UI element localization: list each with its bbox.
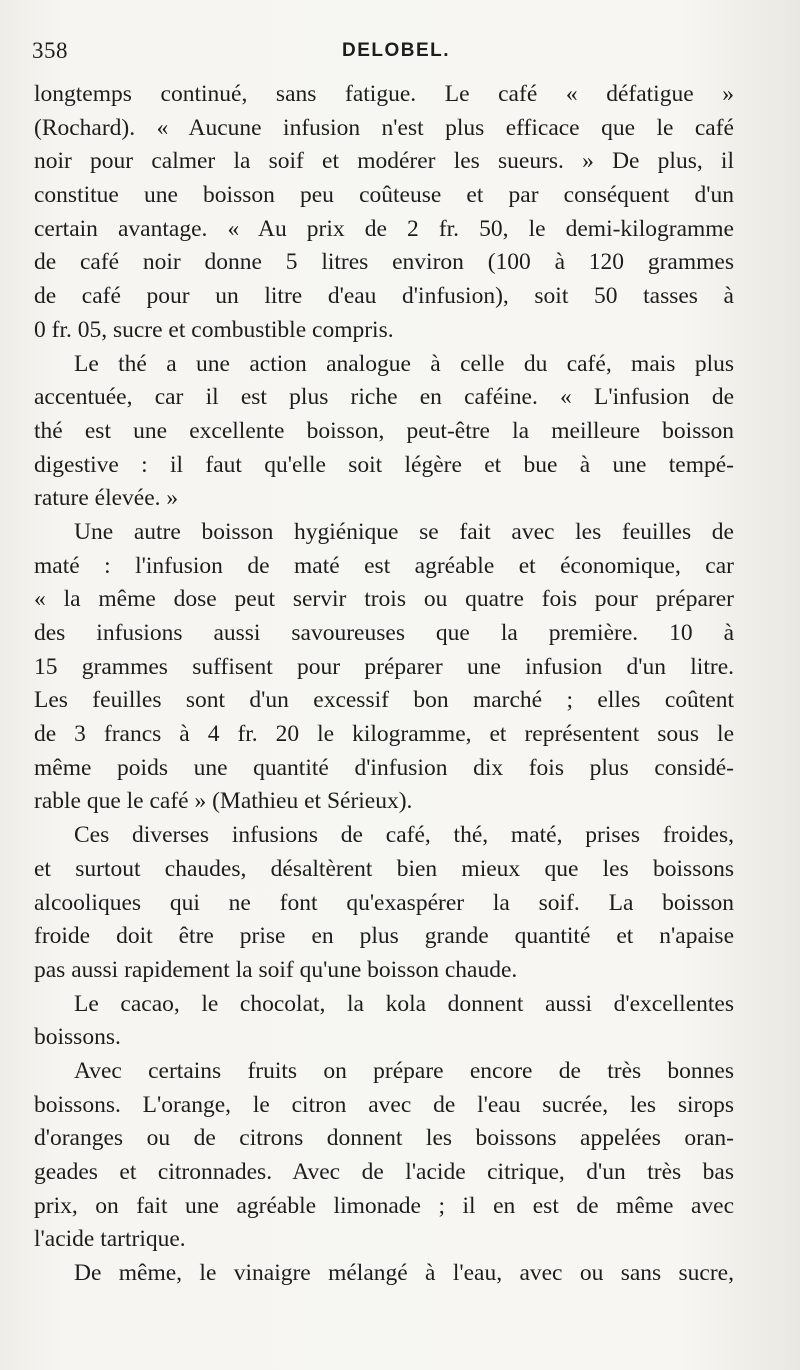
text-line: maté : l'infusion de maté est agréable et économique, car: [34, 552, 734, 579]
text-line: Une autre boisson hygiénique se fait avec les feuilles de: [74, 518, 734, 545]
text-line: noir pour calmer la soif et modérer les sueurs. » De plus, il: [34, 148, 734, 175]
text-line: rable que le café » (Mathieu et Sérieux).: [34, 788, 413, 815]
text-line: de café pour un litre d'eau d'infusion), soit 50 tasses à: [34, 283, 734, 310]
text-line: et surtout chaudes, désaltèrent bien mieux que les boissons: [34, 855, 734, 882]
text-line: rature élevée. »: [34, 485, 179, 512]
text-line: prix, on fait une agréable limonade ; il en est de même avec: [34, 1192, 734, 1219]
text-line: Le cacao, le chocolat, la kola donnent aussi d'excellentes: [74, 990, 734, 1017]
text-line: Le thé a une action analogue à celle du café, mais plus: [74, 350, 734, 377]
text-line: même poids une quantité d'infusion dix fois plus considé-: [34, 754, 734, 781]
text-line: Les feuilles sont d'un excessif bon marché ; elles coûtent: [34, 687, 734, 714]
text-line: de café noir donne 5 litres environ (100 à 120 grammes: [34, 249, 734, 276]
body-text: [34, 78, 734, 1291]
text-line: des infusions aussi savoureuses que la première. 10 à: [34, 620, 734, 646]
text-line: Ces diverses infusions de café, thé, maté, prises froides,: [74, 822, 734, 849]
text-line: alcooliques qui ne font qu'exaspérer la soif. La boisson: [34, 889, 734, 916]
running-head: DELOBEL.: [341, 40, 451, 61]
text-line: boissons.: [34, 1024, 121, 1051]
text-line: « la même dose peut servir trois ou quatre fois pour préparer: [34, 586, 734, 613]
text-line: De même, le vinaigre mélangé à l'eau, avec ou sans sucre,: [74, 1260, 734, 1287]
text-line: Avec certains fruits on prépare encore de très bonnes: [74, 1057, 734, 1084]
page-header: [32, 38, 760, 68]
text-line: longtemps continué, sans fatigue. Le café « défatigue »: [34, 81, 734, 107]
text-line: boissons. L'orange, le citron avec de l'eau sucrée, les sirops: [34, 1091, 734, 1118]
text-line: geades et citronnades. Avec de l'acide citrique, d'un très bas: [34, 1159, 734, 1185]
text-line: accentuée, car il est plus riche en caféine. « L'infusion de: [34, 384, 734, 411]
text-line: certain avantage. « Au prix de 2 fr. 50, le demi-kilogramme: [34, 215, 734, 242]
text-line: constitue une boisson peu coûteuse et par conséquent d'un: [34, 182, 734, 209]
text-line: pas aussi rapidement la soif qu'une boisson chaude.: [34, 956, 518, 983]
page-number: 358: [32, 38, 68, 63]
text-line: de 3 francs à 4 fr. 20 le kilogramme, et représentent sous le: [34, 721, 734, 748]
text-line: 15 grammes suffisent pour préparer une infusion d'un litre.: [34, 653, 734, 680]
text-line: d'oranges ou de citrons donnent les boissons appelées oran-: [34, 1125, 734, 1152]
text-line: digestive : il faut qu'elle soit légère et bue à une tempé-: [34, 451, 734, 478]
text-line: froide doit être prise en plus grande quantité et n'apaise: [34, 923, 734, 950]
text-line: thé est une excellente boisson, peut-être la meilleure boisson: [34, 417, 734, 444]
text-line: (Rochard). « Aucune infusion n'est plus efficace que le café: [34, 114, 734, 141]
text-line: l'acide tartrique.: [34, 1226, 186, 1253]
text-line: 0 fr. 05, sucre et combustible compris.: [34, 316, 394, 343]
